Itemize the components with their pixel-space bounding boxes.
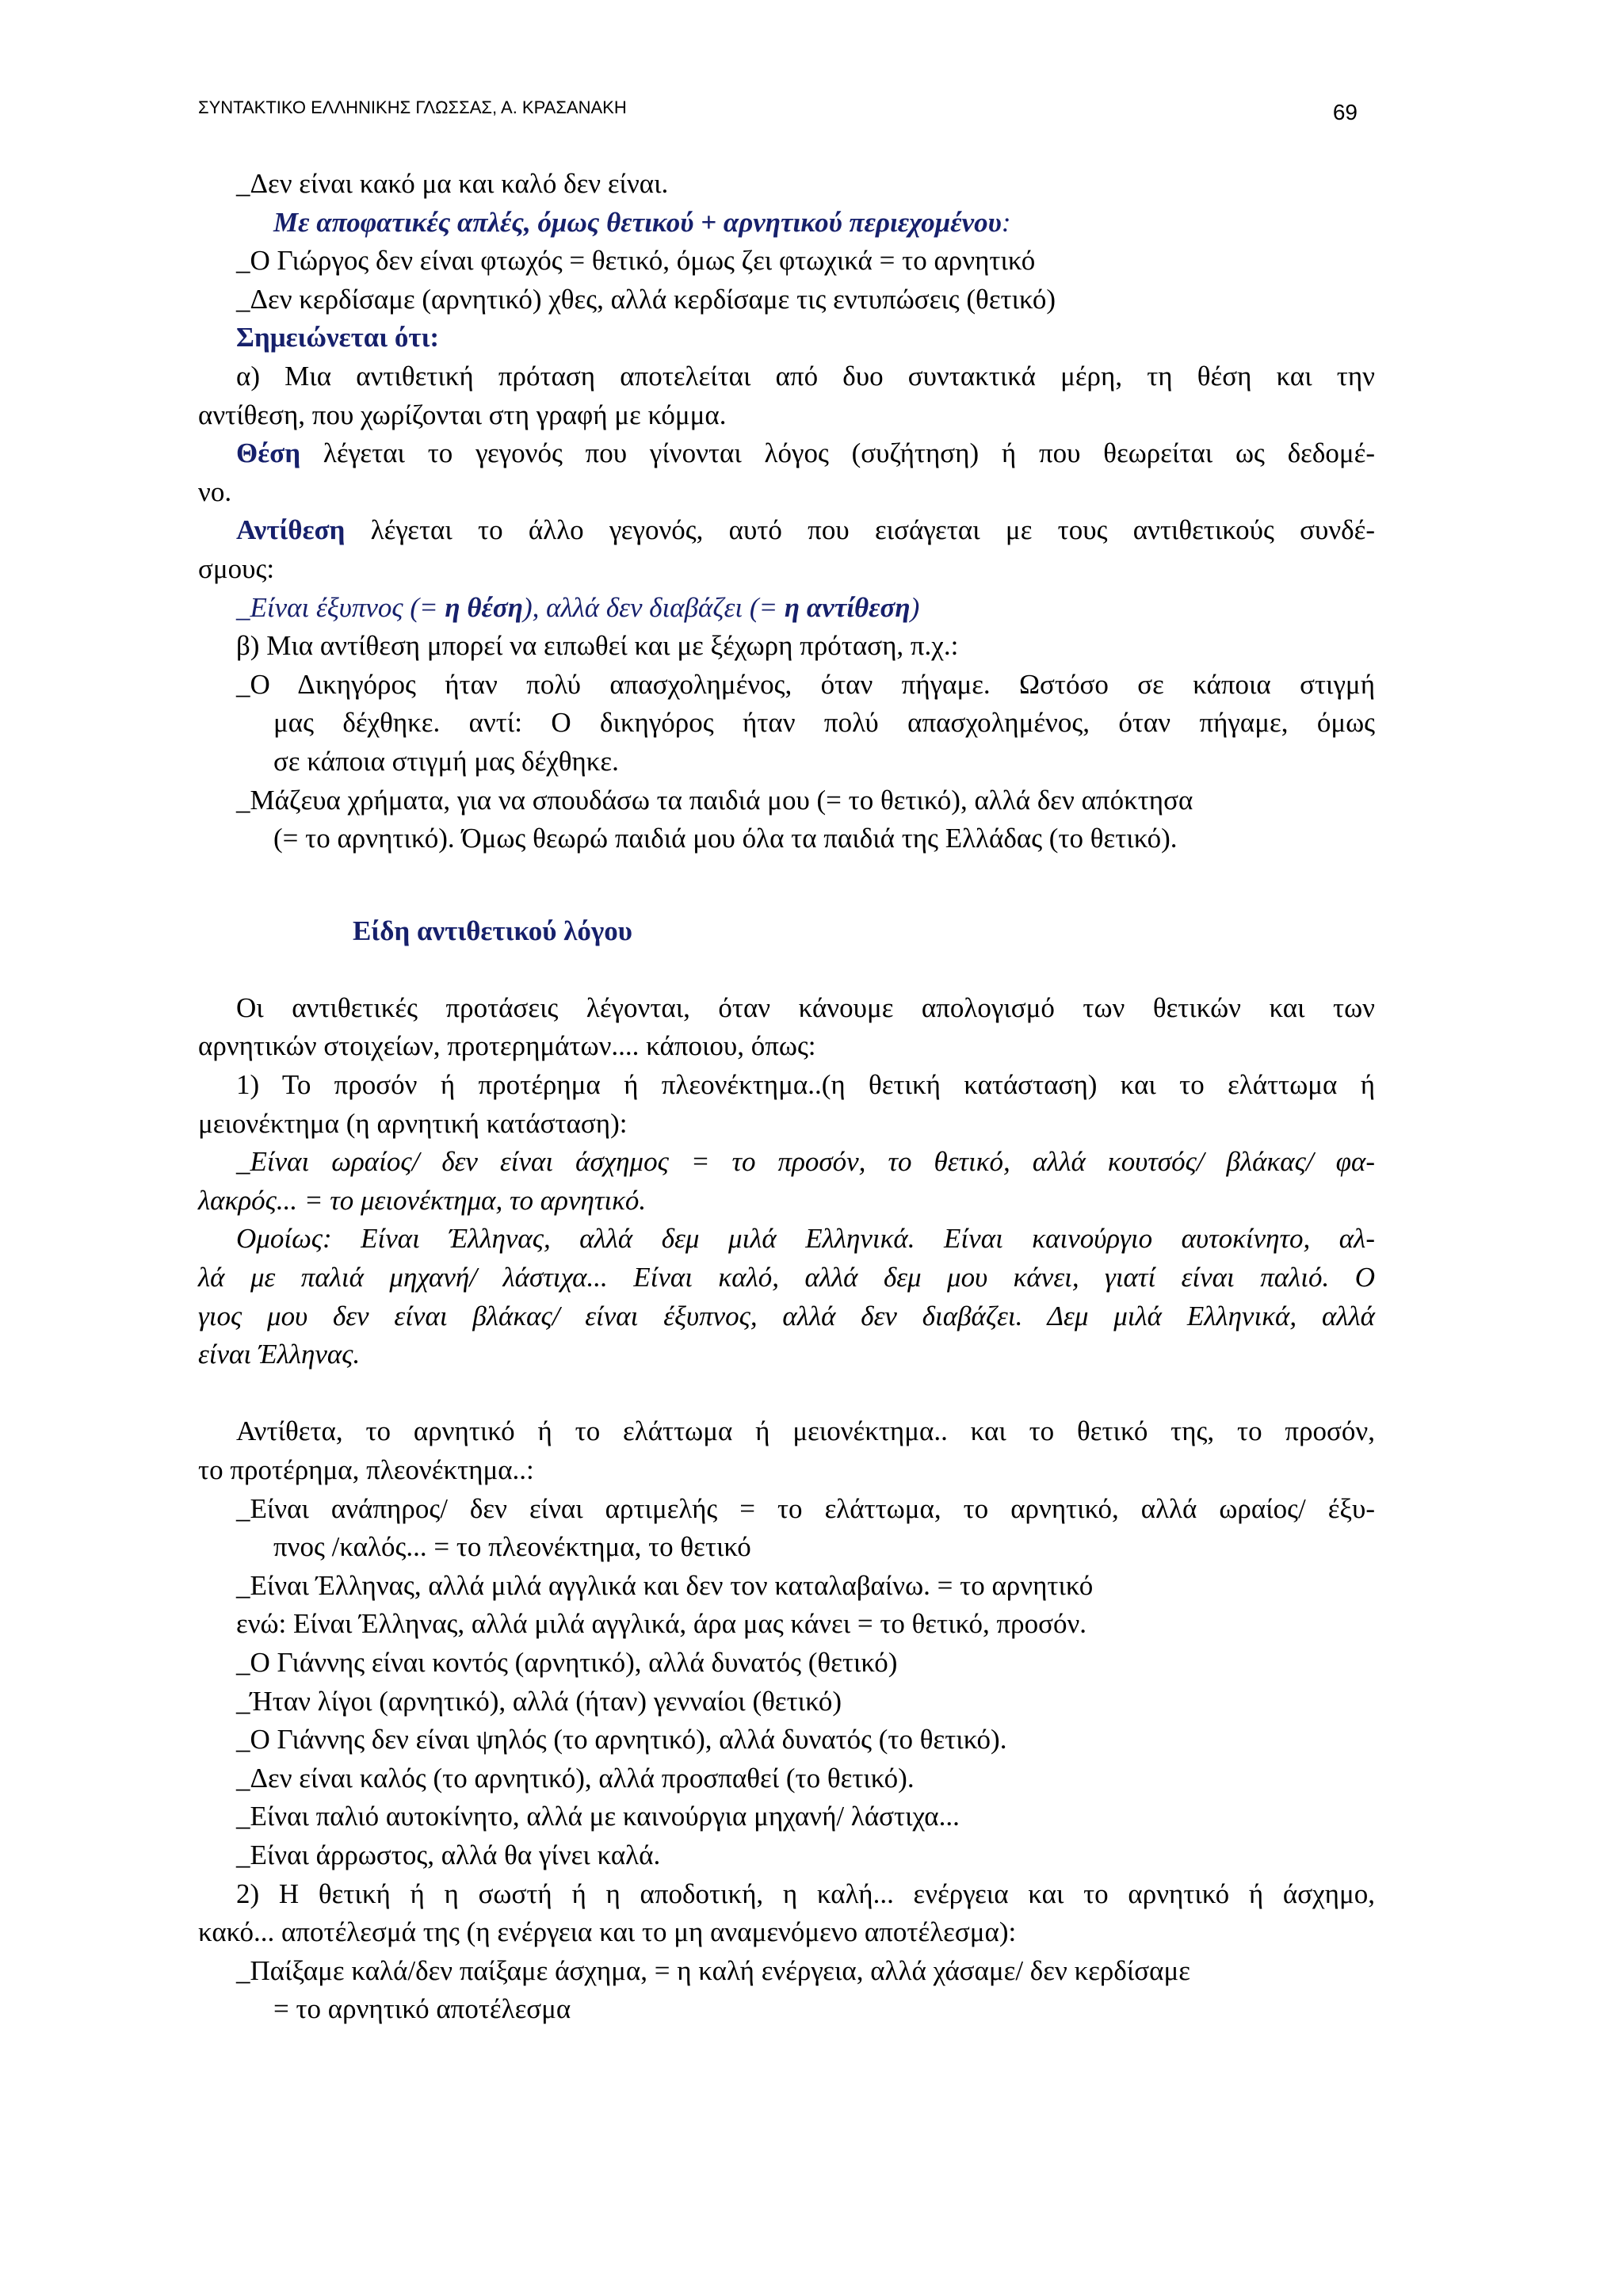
- text-line: το προτέρημα, πλεονέκτημα..:: [198, 1454, 534, 1485]
- text-line: μειονέκτημα (η αρνητική κατάσταση):: [198, 1107, 628, 1139]
- term-antithesi: Αντίθεση: [236, 514, 346, 546]
- text-line: _Ο Γιώργος δεν είναι φτωχός = θετικό, όμως ζει φτωχικά = το αρνητικό: [236, 245, 1036, 277]
- section-heading: Είδη αντιθετικού λόγου: [353, 915, 632, 946]
- example-line: λακρός... = το μειονέκτημα, το αρνητικό.: [198, 1184, 647, 1216]
- page-number: 69: [1332, 100, 1358, 124]
- term-thesi: Θέση: [236, 437, 301, 469]
- text-line: 2) Η θετική ή η σωστή ή η αποδοτική, η καλή... ενέργεια και το αρνητικό ή άσχημο,: [236, 1878, 1375, 1909]
- text-line: _Ο Γιάννης είναι κοντός (αρνητικό), αλλά δυνατός (θετικό): [236, 1646, 898, 1678]
- note-heading: Σημειώνεται ότι:: [236, 322, 439, 353]
- text-line: κακό... αποτέλεσμά της (η ενέργεια και το μη αναμενόμενο αποτέλεσμα):: [198, 1916, 1017, 1948]
- text-line: μας δέχθηκε. αντί: Ο δικηγόρος ήταν πολύ απασχολημένος, όταν πήγαμε, όμως: [273, 707, 1375, 739]
- example-line: λά με παλιά μηχανή/ λάστιχα... Είναι καλό, αλλά δεμ μου κάνει, γιατί είναι παλιό. Ο: [198, 1262, 1375, 1293]
- text-line: _Ο Γιάννης δεν είναι ψηλός (το αρνητικό), αλλά δυνατός (το θετικό).: [236, 1724, 1007, 1755]
- text-line: Οι αντιθετικές προτάσεις λέγονται, όταν κάνουμε απολογισμό των θετικών και των: [236, 991, 1375, 1023]
- text-line: _Είναι άρρωστος, αλλά θα γίνει καλά.: [236, 1839, 661, 1870]
- subheading-apofatikes: Με αποφατικές απλές, όμως θετικού + αρνητικού περιεχομένου:: [273, 206, 1011, 238]
- text-line: σε κάποια στιγμή μας δέχθηκε.: [273, 745, 619, 777]
- page-header: [198, 94, 1358, 124]
- running-title: ΣΥΝΤΑΚΤΙΚΟ ΕΛΛΗΝΙΚΗΣ ΓΛΩΣΣΑΣ, Α. ΚΡΑΣΑΝΑΚΗ: [198, 97, 627, 117]
- text-line: αρνητικών στοιχείων, προτερημάτων.... κάποιου, όπως:: [198, 1030, 816, 1062]
- definition-thesi: Θέση λέγεται το γεγονός που γίνονται λόγος (συζήτηση) ή που θεωρείται ως δεδομέ-: [236, 437, 1375, 469]
- document-body: [198, 165, 1375, 2029]
- text-line: = το αρνητικό αποτέλεσμα: [273, 1993, 571, 2025]
- text-line: _Ο Δικηγόρος ήταν πολύ απασχολημένος, όταν πήγαμε. Ωστόσο σε κάποια στιγμή: [236, 668, 1375, 700]
- text-line: Αντίθετα, το αρνητικό ή το ελάττωμα ή μειονέκτημα.. και το θετικό της, το προσόν,: [236, 1415, 1375, 1447]
- definition-antithesi: Αντίθεση λέγεται το άλλο γεγονός, αυτό που εισάγεται με τους αντιθετικούς συνδέ-: [236, 514, 1375, 546]
- text-line: (= το αρνητικό). Όμως θεωρώ παιδιά μου όλα τα παιδιά της Ελλάδας (το θετικό).: [273, 823, 1178, 854]
- text-line: ενώ: Είναι Έλληνας, αλλά μιλά αγγλικά, άρα μας κάνει = το θετικό, προσόν.: [236, 1608, 1087, 1640]
- text-line: αντίθεση, που χωρίζονται στη γραφή με κόμμα.: [198, 399, 727, 430]
- text-line: _Δεν είναι καλός (το αρνητικό), αλλά προσπαθεί (το θετικό).: [236, 1762, 915, 1794]
- text-line: πνος /καλός... = το πλεονέκτημα, το θετικό: [273, 1531, 751, 1563]
- text-line: νο.: [198, 476, 232, 507]
- text-line: 1) Το προσόν ή προτέρημα ή πλεονέκτημα..(η θετική κατάσταση) και το ελάττωμα ή: [236, 1069, 1375, 1101]
- text-line: _Δεν κερδίσαμε (αρνητικό) χθες, αλλά κερδίσαμε τις εντυπώσεις (θετικό): [236, 283, 1056, 315]
- text-line: _Ήταν λίγοι (αρνητικό), αλλά (ήταν) γενναίοι (θετικό): [236, 1685, 842, 1717]
- text-line: β) Μια αντίθεση μπορεί να ειπωθεί και με ξέχωρη πρόταση, π.χ.:: [236, 630, 959, 662]
- text-line: α) Μια αντιθετική πρόταση αποτελείται από δυο συντακτικά μέρη, τη θέση και την: [236, 360, 1375, 392]
- example-line: _Είναι έξυπνος (= η θέση), αλλά δεν διαβάζει (= η αντίθεση): [236, 591, 920, 623]
- example-line: _Είναι ωραίος/ δεν είναι άσχημος = το προσόν, το θετικό, αλλά κουτσός/ βλάκας/ φα-: [236, 1146, 1375, 1178]
- text-line: _Δεν είναι κακό μα και καλό δεν είναι.: [236, 168, 669, 199]
- text-line: _Είναι Έλληνας, αλλά μιλά αγγλικά και δεν τον καταλαβαίνω. = το αρνητικό: [236, 1569, 1094, 1601]
- example-line: είναι Έλληνας.: [198, 1339, 361, 1370]
- example-line: γιος μου δεν είναι βλάκας/ είναι έξυπνος, αλλά δεν διαβάζει. Δεμ μιλά Ελληνικά, αλλά: [198, 1300, 1375, 1331]
- text-line: _Είναι παλιό αυτοκίνητο, αλλά με καινούργια μηχανή/ λάστιχα...: [236, 1801, 960, 1832]
- text-line: σμους:: [198, 552, 275, 584]
- text-line: _Είναι ανάπηρος/ δεν είναι αρτιμελής = το ελάττωμα, το αρνητικό, αλλά ωραίος/ έξυ-: [236, 1492, 1375, 1524]
- text-line: _Μάζευα χρήματα, για να σπουδάσω τα παιδιά μου (= το θετικό), αλλά δεν απόκτησα: [236, 784, 1193, 816]
- text-line: _Παίξαμε καλά/δεν παίξαμε άσχημα, = η καλή ενέργεια, αλλά χάσαμε/ δεν κερδίσαμε: [236, 1954, 1190, 1986]
- example-line: Ομοίως: Είναι Έλληνας, αλλά δεμ μιλά Ελληνικά. Είναι καινούργιο αυτοκίνητο, αλ-: [236, 1223, 1375, 1255]
